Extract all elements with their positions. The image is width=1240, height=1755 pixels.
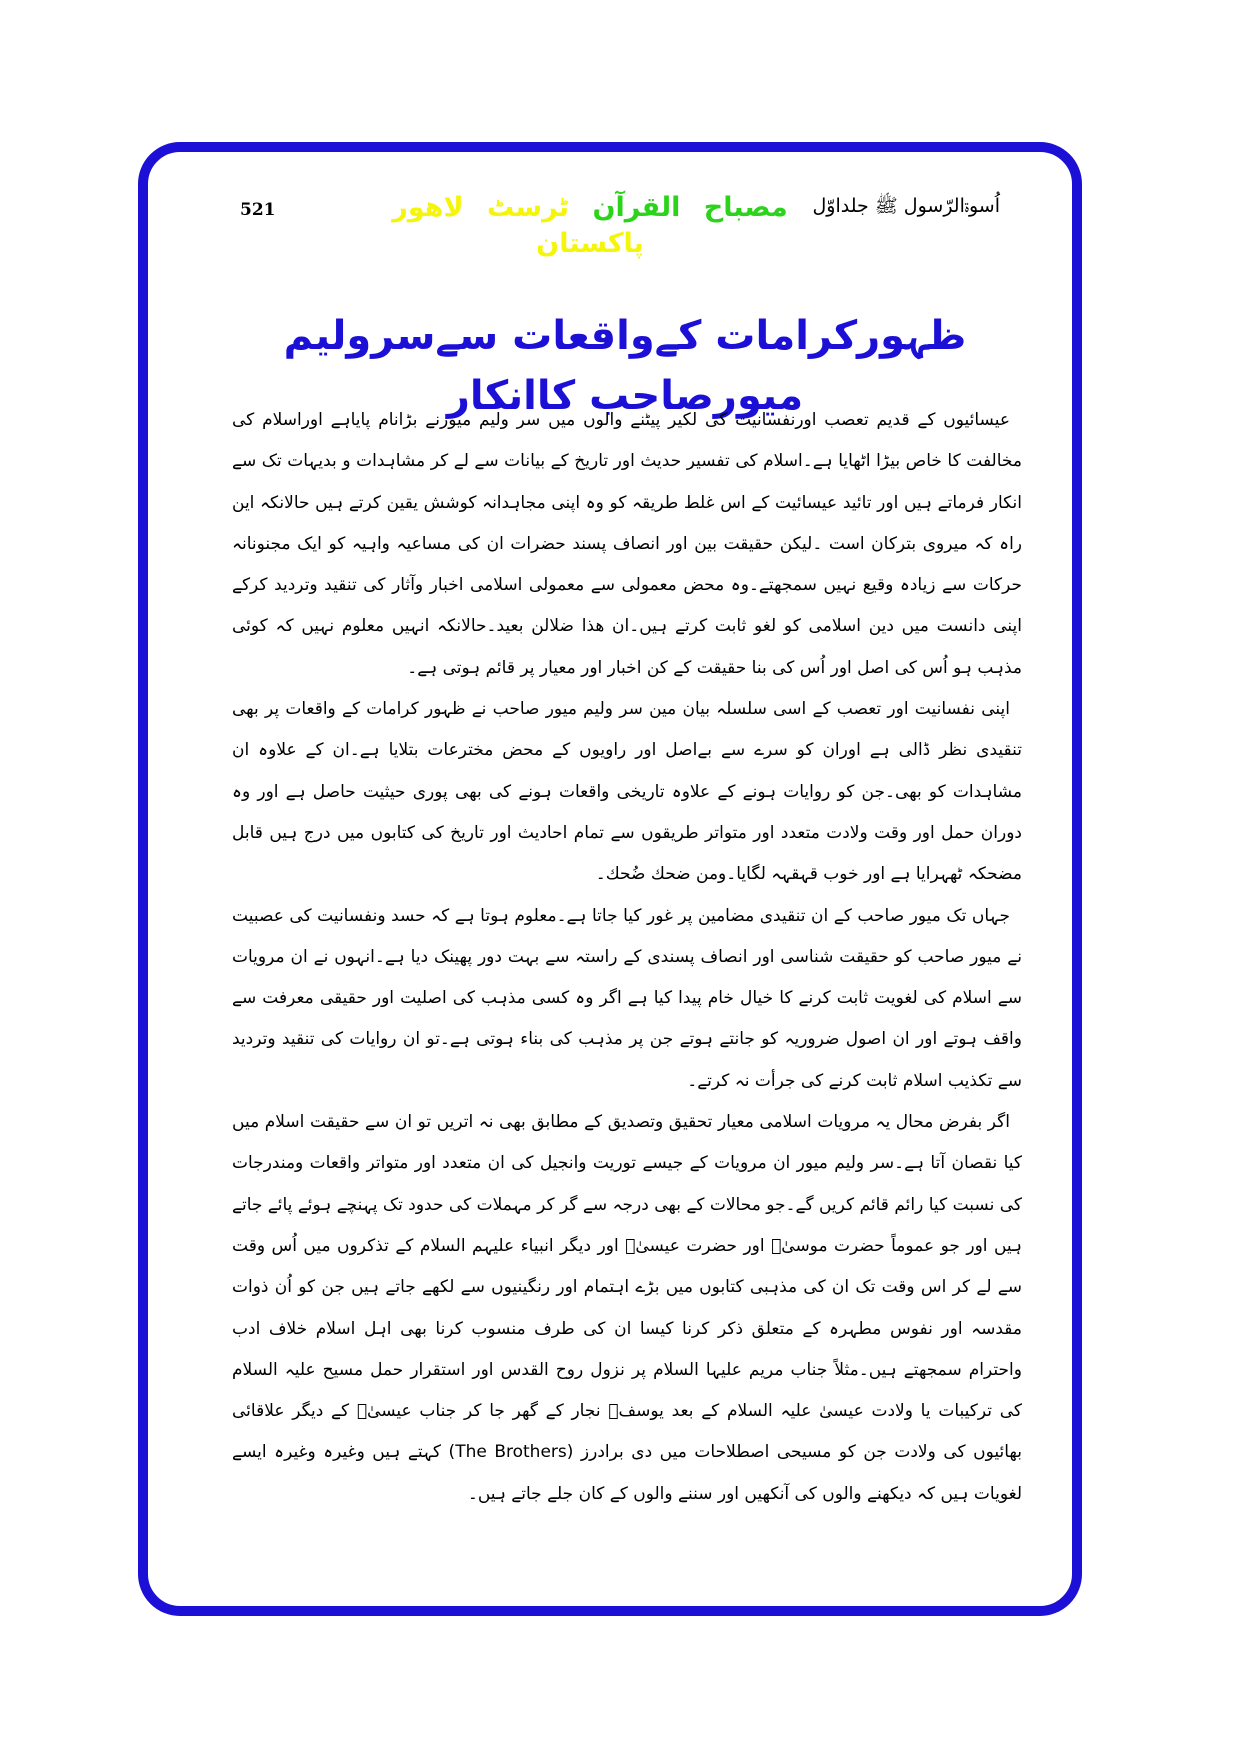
paragraph: جہاں تک میور صاحب کے ان تنقیدی مضامین پر غور کیا جاتا ہے۔معلوم ہوتا ہے کہ حسد ونفسانیت کی عصبیت نے میور صاحب کو حقیقت شناسی اور انصاف پسندی کے راستہ سے بہت دور پھینک دیا ہے۔انہوں نے ان مرویات سے اسلام کی لغویت ثابت کرنے کا خیال خام پیدا کیا ہے اگر وہ کسی مذہب کی اصلیت اور حقیقی معرفت سے واقف ہوتے اور ان اصول ضروریہ کو جانتے ہوتے جن پر مذہب کی بناء ہوتی ہے۔تو ان روایات کی تنقید وتردید سے تکذیب اسلام ثابت کرنے کی جرأت نہ کرتے۔ (232, 905, 1022, 1091)
book-title: اُسوۃالرّسول ﷺ جلداوّل (812, 195, 1000, 217)
article-body (232, 400, 1022, 1515)
banner-publisher-location: ٹرسٹ لاھور پاکستان (392, 192, 644, 259)
page-number: 521 (240, 200, 276, 220)
paragraph: اپنی نفسانیت اور تعصب کے اسی سلسلہ بیان مین سر ولیم میور صاحب نے ظہور کرامات کے واقعات پر بھی تنقیدی نظر ڈالی ہے اوران کو سرے سے بےاصل اور راویوں کے محض مخترعات بتلایا ہے۔ان کے علاوہ ان مشاہدات کو بھی۔جن کو روایات ہونے کے علاوہ تاریخی واقعات ہونے کی بھی پوری حیثیت حاصل ہے اور وہ دوران حمل اور وقت ولادت متعدد اور متواتر طریقوں سے تمام احادیث اور تاریخ کی کتابوں میں درج ہیں قابل مضحکہ ٹھہرایا ہے اور خوب قہقہہ لگایا۔ومن ضحك ضُحك۔ (232, 699, 1022, 885)
chapter-heading: ظہورکرامات کےواقعات سےسرولیم میورصاحب کاانکار (283, 313, 967, 419)
paragraph: اگر بفرض محال یہ مرویات اسلامی معیار تحقیق وتصدیق کے مطابق بھی نہ اتریں تو ان سے حقیقت اسلام میں کیا نقصان آتا ہے۔سر ولیم میور ان مرویات کے جیسے توریت وانجیل کی ان متعدد اور متواتر واقعات ومندرجات کی نسبت کیا رائم قائم کریں گے۔جو محالات کے بھی درجہ سے گر کر مہملات کی حدود تک پہنچے ہوئے پائے جاتے ہیں اور جو عموماً حضرت موسیٰؑ اور حضرت عیسیٰؑ اور دیگر انبیاء علیہم السلام کے تذکروں میں اُس وقت سے لے کر اس وقت تک ان کی مذہبی کتابوں میں بڑے اہتمام اور رنگینیوں سے لکھے جاتے ہیں جن کو اُن ذوات مقدسہ اور نفوس مطہرہ کے متعلق ذکر کرنا کیسا ان کی طرف منسوب کرنا بھی اہل اسلام خلاف ادب واحترام سمجھتے ہیں۔مثلاً جناب مریم علیہا السلام پر نزول روح القدس اور استقرار حمل مسیح علیہ السلام کی ترکیبات یا ولادت عیسیٰ علیہ السلام کے بعد یوسفؑ نجار کے گھر جا کر جناب عیسیٰؑ کے دیگر علاقائی بھائیوں کی ولادت جن کو مسیحی اصطلاحات میں دی برادرز (The Brothers) کہتے ہیں وغیرہ وغیرہ ایسے لغویات ہیں کہ دیکھنے والوں کی آنکھیں اور سننے والوں کے کان جلے جاتے ہیں۔ (232, 1112, 1022, 1504)
banner-publisher-name: مصباح القرآن (592, 192, 788, 223)
page-header (240, 190, 1000, 259)
paragraph: عیسائیوں کے قدیم تعصب اورنفسانیت کی لکیر پیٹنے والوں میں سر ولیم میورنے بڑانام پایاہے اوراسلام کی مخالفت کا خاص بیڑا اٹھایا ہے۔اسلام کی تفسیر حدیث اور تاریخ کے بیانات سے لے کر مشاہدات و بدیہات تک سے انکار فرماتے ہیں اور تائید عیسائیت کے اس غلط طریقہ کو وہ اپنی مجاہدانہ کوشش یقین کرتے ہیں حالانکہ این راہ کہ میروی بترکان است ۔لیکن حقیقت بین اور انصاف پسند حضرات ان کی مساعیہ واہیہ کو ایک مجنونانہ حرکات سے زیادہ وقیع نہیں سمجھتے۔وہ محض معمولی سے معمولی اسلامی اخبار وآثار کی تنقید وتردید کرکے اپنی دانست میں دین اسلامی کو لغو ثابت کرتے ہیں۔ان ھذا ضلالن بعید۔حالانکہ انہیں معلوم نہیں کہ کوئی مذہب ہو اُس کی اصل اور اُس کی بنا حقیقت کے کن اخبار اور معیار پر قائم ہوتی ہے۔ (232, 410, 1022, 678)
publisher-banner (350, 190, 830, 262)
